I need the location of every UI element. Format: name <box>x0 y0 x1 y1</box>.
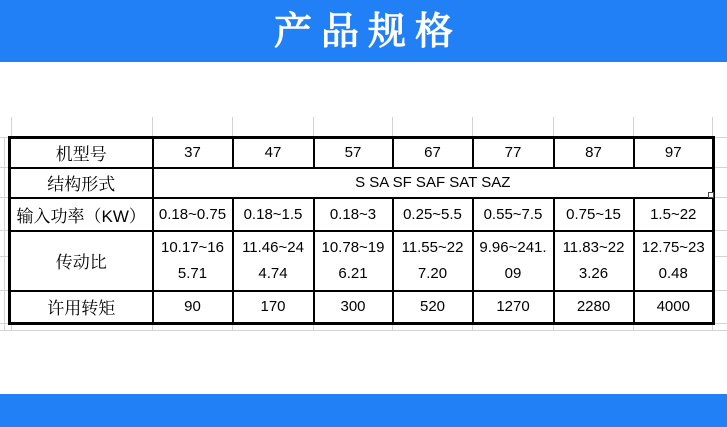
sheet-gridline <box>0 330 727 331</box>
row-model <box>10 138 714 168</box>
cell-model: 97 <box>634 138 714 168</box>
row-torque <box>10 291 714 324</box>
cell-torque: 2280 <box>554 291 634 324</box>
row-ratio <box>10 231 714 291</box>
cell-ratio: 9.96~241. 09 <box>473 231 554 291</box>
cell-torque: 520 <box>393 291 473 324</box>
row-header-input-power: 输入功率（KW） <box>10 198 153 231</box>
cell-structure-forms: S SA SF SAF SAT SAZ <box>153 168 714 198</box>
cell-model: 67 <box>393 138 473 168</box>
cell-torque: 4000 <box>634 291 714 324</box>
cell-ratio: 12.75~23 0.48 <box>634 231 714 291</box>
sheet-gridline <box>633 117 634 136</box>
cell-ratio: 10.17~16 5.71 <box>153 231 233 291</box>
sheet-gridline <box>553 117 554 136</box>
cell-torque: 90 <box>153 291 233 324</box>
sheet-gridline <box>11 117 12 136</box>
cell-torque: 300 <box>314 291 393 324</box>
cell-model: 77 <box>473 138 554 168</box>
sheet-gridline <box>313 117 314 136</box>
cell-input-power: 0.18~1.5 <box>233 198 314 231</box>
cell-ratio: 11.83~22 3.26 <box>554 231 634 291</box>
sheet-gridline <box>714 256 727 257</box>
row-input-power <box>10 198 714 231</box>
sheet-gridline <box>4 137 5 330</box>
banner <box>0 0 727 62</box>
page-title: 产品规格 <box>273 8 462 53</box>
cell-model: 37 <box>153 138 233 168</box>
sheet-gridline <box>472 117 473 136</box>
sheet-gridline <box>232 117 233 136</box>
row-header-model: 机型号 <box>10 138 153 168</box>
spec-table <box>8 136 715 325</box>
cell-input-power: 0.18~3 <box>314 198 393 231</box>
selection-handle[interactable] <box>708 192 714 198</box>
cell-torque: 1270 <box>473 291 554 324</box>
sheet-gridline <box>714 137 727 138</box>
row-header-torque: 许用转矩 <box>10 291 153 324</box>
cell-input-power: 0.55~7.5 <box>473 198 554 231</box>
cell-model: 87 <box>554 138 634 168</box>
sheet-gridline <box>392 117 393 136</box>
sheet-gridline <box>714 197 727 198</box>
cell-input-power: 0.18~0.75 <box>153 198 233 231</box>
cell-ratio: 11.55~22 7.20 <box>393 231 473 291</box>
footer-bar <box>0 394 727 427</box>
sheet-gridline <box>712 117 713 136</box>
cell-input-power: 0.75~15 <box>554 198 634 231</box>
sheet-gridline <box>714 230 727 231</box>
cell-ratio: 10.78~19 6.21 <box>314 231 393 291</box>
row-structure <box>10 168 714 198</box>
cell-ratio: 11.46~24 4.74 <box>233 231 314 291</box>
cell-model: 47 <box>233 138 314 168</box>
row-header-structure: 结构形式 <box>10 168 153 198</box>
sheet-gridline <box>152 117 153 136</box>
sheet-gridline <box>714 290 727 291</box>
sheet-gridline <box>714 167 727 168</box>
cell-input-power: 0.25~5.5 <box>393 198 473 231</box>
sheet-gridline <box>714 323 727 324</box>
cell-model: 57 <box>314 138 393 168</box>
cell-input-power: 1.5~22 <box>634 198 714 231</box>
row-header-ratio: 传动比 <box>10 231 153 291</box>
cell-torque: 170 <box>233 291 314 324</box>
